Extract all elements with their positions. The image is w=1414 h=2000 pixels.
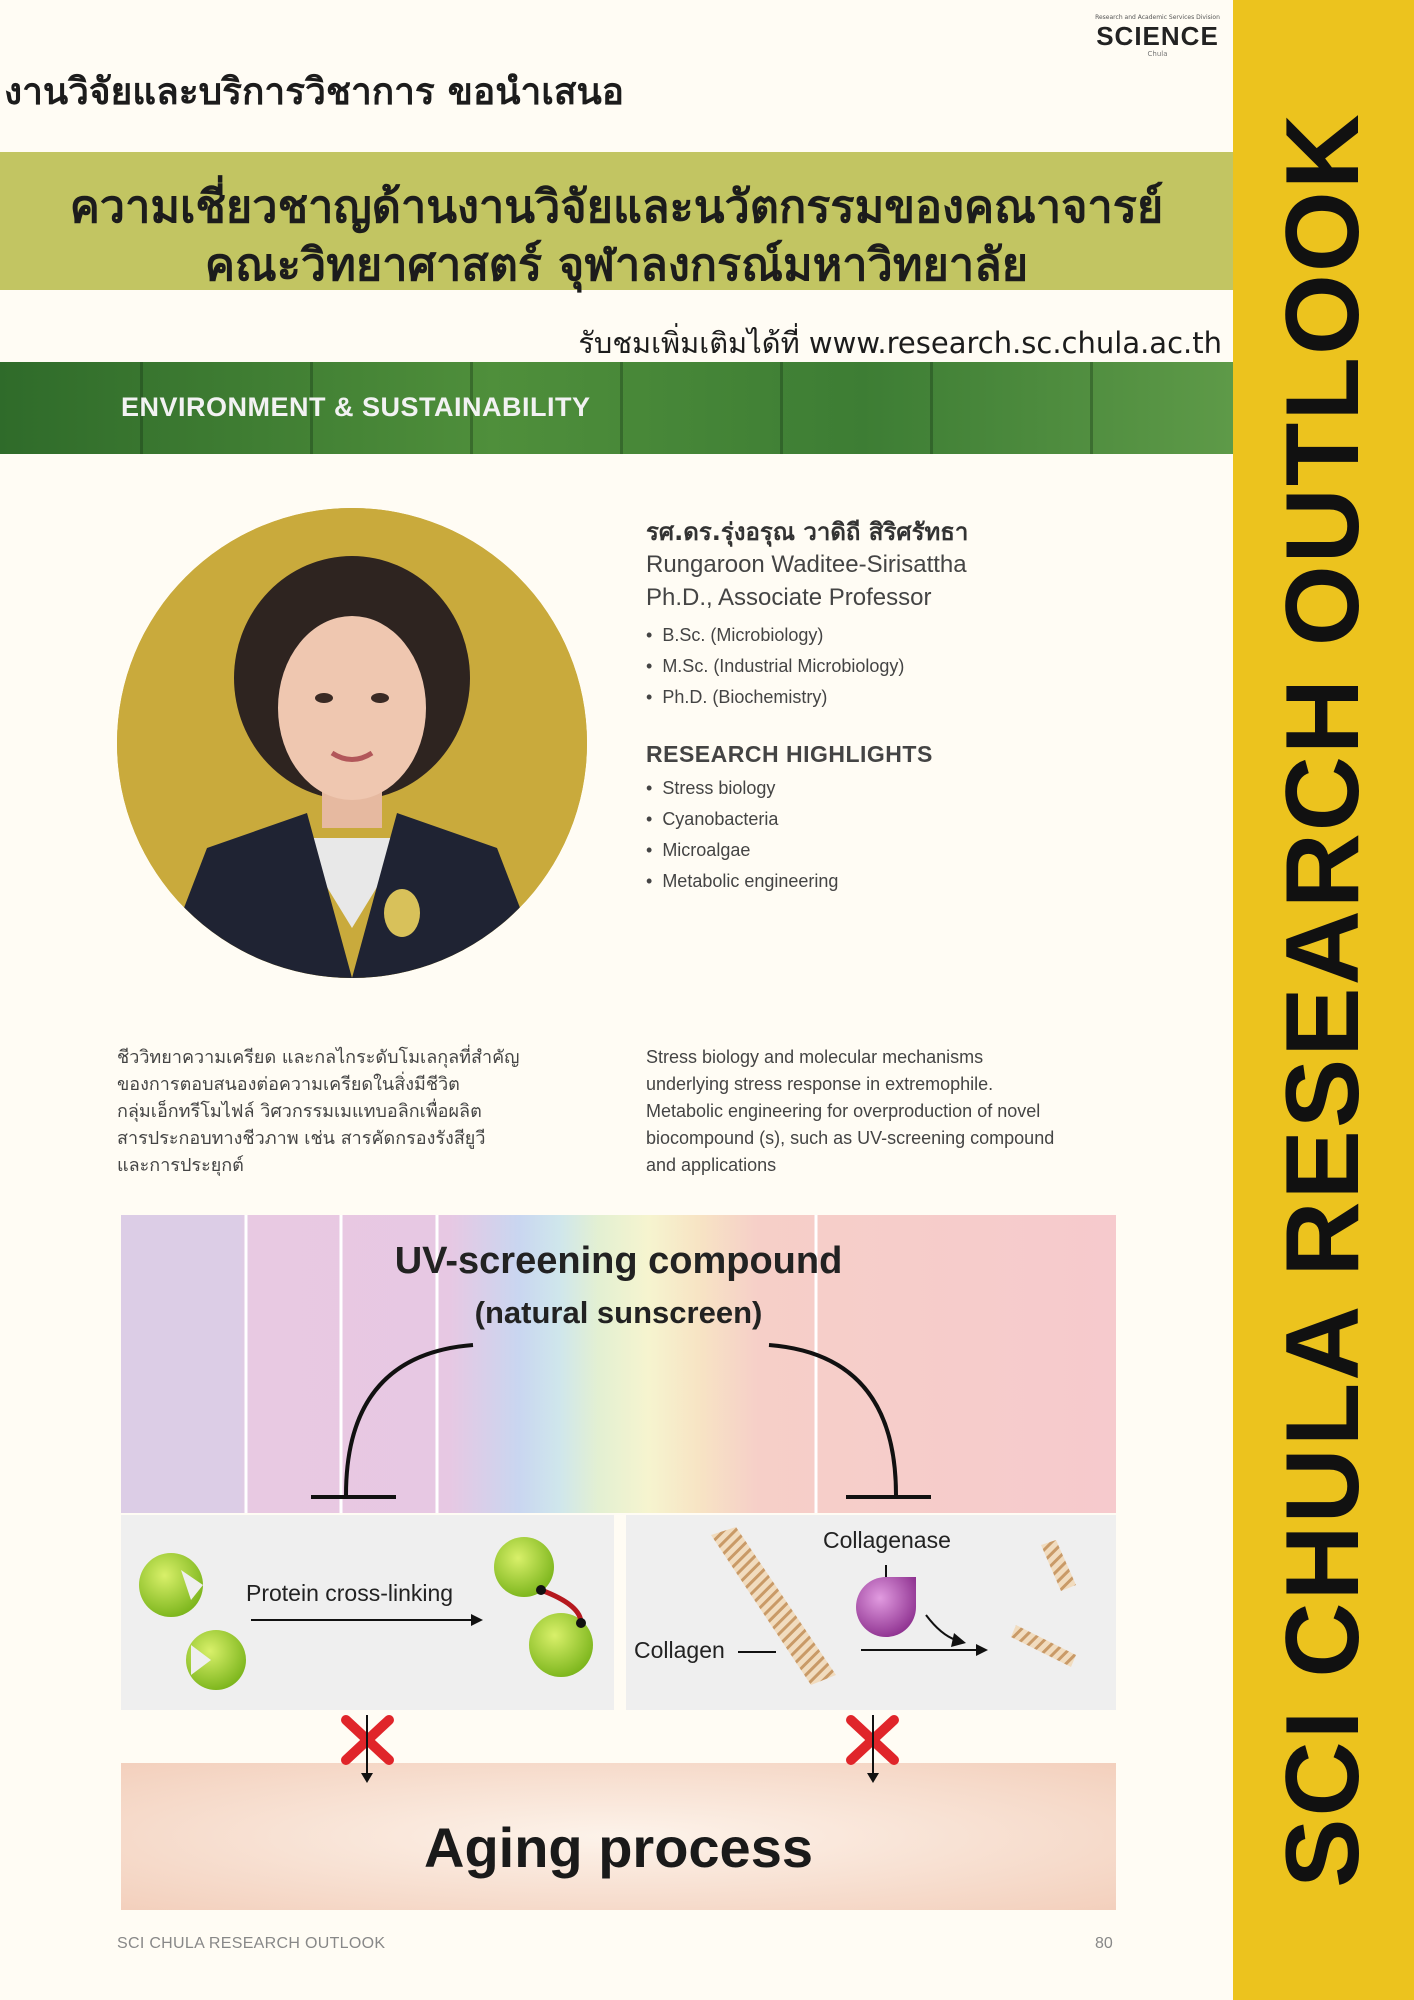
- intro-heading: งานวิจัยและบริการวิชาการ ขอนำเสนอ: [4, 70, 625, 113]
- uv-screening-diagram: [121, 1215, 1116, 1910]
- description-english: Stress biology and molecular mechanisms underlying stress response in extremophile. Metabolic engineering for overproduction of novel biocompound (s), such as UV-screening compound and applications: [646, 1047, 1055, 1175]
- name-english: Rungaroon Waditee-Sirisattha: [646, 551, 967, 578]
- figure-title: UV-screening compound: [394, 1240, 843, 1282]
- page-number: 80: [1095, 1935, 1113, 1952]
- figure-subtitle: (natural sunscreen): [474, 1295, 763, 1330]
- highlights-heading: RESEARCH HIGHLIGHTS: [646, 741, 933, 767]
- protein-crosslinking-label: Protein cross-linking: [246, 1580, 454, 1606]
- profile-photo: [117, 508, 587, 978]
- name-thai: รศ.ดร.รุ่งอรุณ วาดิถี สิริศรัทธา: [646, 518, 969, 546]
- position: Ph.D., Associate Professor: [646, 584, 932, 611]
- highlight-item: • Cyanobacteria: [646, 809, 778, 830]
- logo-caption: Research and Academic Services Division: [1095, 14, 1220, 21]
- sidebar-title: SCI CHULA RESEARCH OUTLOOK: [1265, 112, 1381, 1888]
- page-title-line2: คณะวิทยาศาสตร์ จุฬาลงกรณ์มหาวิทยาลัย: [204, 238, 1029, 291]
- page-title-line1: ความเชี่ยวชาญด้านงานวิจัยและนวัตกรรมของคณาจารย์: [69, 180, 1164, 233]
- more-info-link[interactable]: รับชมเพิ่มเติมได้ที่ www.research.sc.chula.ac.th: [578, 326, 1222, 360]
- degree-item: • B.Sc. (Microbiology): [646, 625, 823, 646]
- highlight-item: • Microalgae: [646, 840, 750, 861]
- category-label: ENVIRONMENT & SUSTAINABILITY: [121, 392, 591, 422]
- degree-item: • Ph.D. (Biochemistry): [646, 687, 827, 708]
- degree-item: • M.Sc. (Industrial Microbiology): [646, 656, 904, 677]
- collagenase-label: Collagenase: [823, 1527, 951, 1553]
- aging-process-label: Aging process: [424, 1816, 813, 1879]
- highlight-item: • Metabolic engineering: [646, 871, 838, 892]
- footer-title: SCI CHULA RESEARCH OUTLOOK: [117, 1935, 386, 1952]
- collagen-label: Collagen: [634, 1637, 725, 1663]
- logo-text: SCIENCE: [1096, 21, 1219, 51]
- logo-sub: Chula: [1147, 50, 1168, 58]
- description-thai: ชีววิทยาความเครียด และกลไกระดับโมเลกุลที่สำคัญ ของการตอบสนองต่อความเครียดในสิ่งมีชีวิต กลุ่มเอ็กทรีโมไฟล์ วิศวกรรมเมแทบอลิกเพื่อผลิต สารประกอบทางชีวภาพ เช่น สารคัดกรองรังสียูวี และการประยุกต์: [117, 1047, 520, 1176]
- science-chula-logo: [1090, 14, 1225, 66]
- highlight-item: • Stress biology: [646, 778, 775, 799]
